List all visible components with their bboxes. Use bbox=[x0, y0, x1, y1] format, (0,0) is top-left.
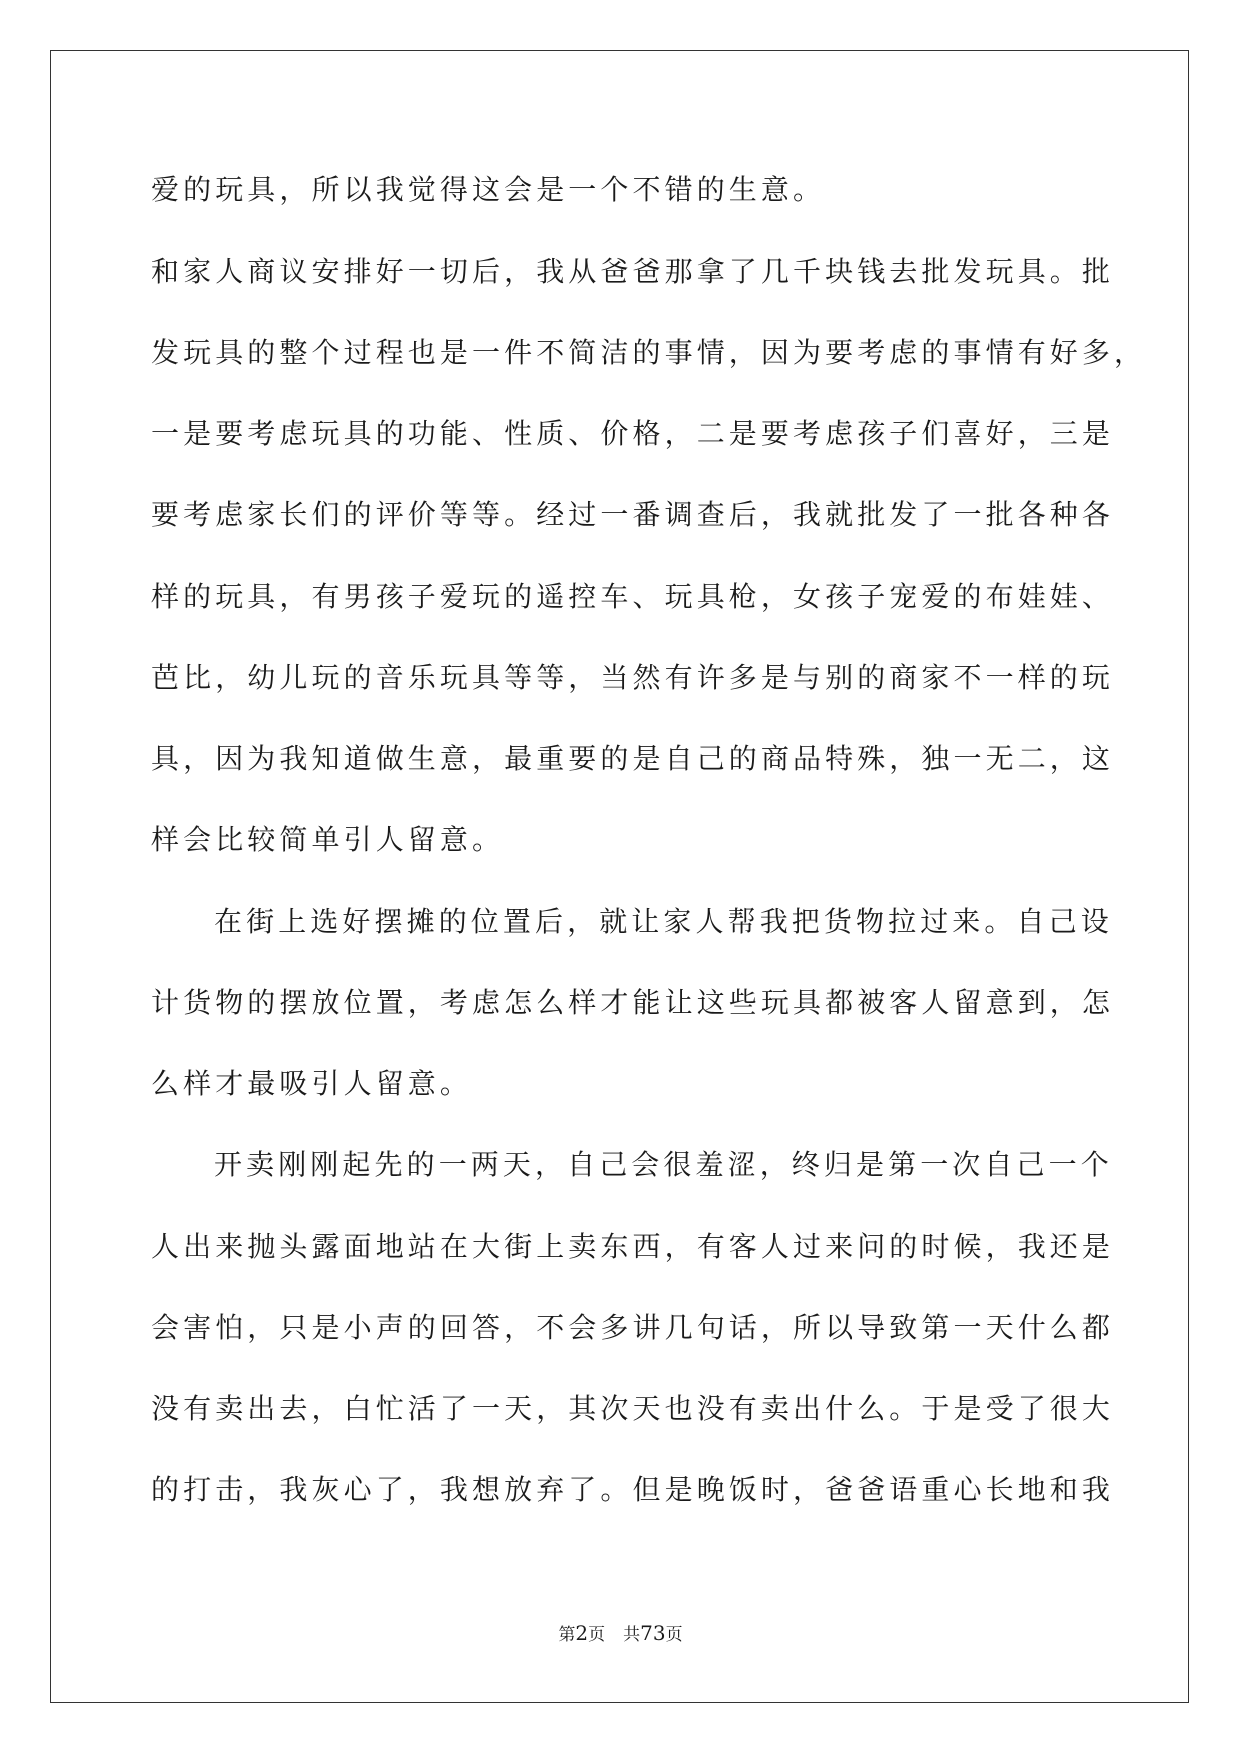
paragraph-line: 的打击，我灰心了，我想放弃了。但是晚饭时，爸爸语重心长地和我 bbox=[151, 1473, 1115, 1506]
paragraph-line: 没有卖出去，白忙活了一天，其次天也没有卖出什么。于是受了很大 bbox=[151, 1392, 1115, 1425]
paragraph-line: 具，因为我知道做生意，最重要的是自己的商品特殊，独一无二，这 bbox=[151, 742, 1115, 775]
paragraph-line: 芭比，幼儿玩的音乐玩具等等，当然有许多是与别的商家不一样的玩 bbox=[151, 661, 1115, 694]
page-footer bbox=[0, 1621, 1241, 1647]
paragraph-line: 一是要考虑玩具的功能、性质、价格，二是要考虑孩子们喜好，三是 bbox=[151, 417, 1115, 450]
page-prefix: 第 bbox=[558, 1625, 576, 1645]
paragraph-line: 爱的玩具，所以我觉得这会是一个不错的生意。 bbox=[151, 173, 826, 206]
total-pages: 73 bbox=[640, 1621, 666, 1645]
paragraph-line: 么样才最吸引人留意。 bbox=[151, 1067, 473, 1100]
paragraph-line: 人出来抛头露面地站在大街上卖东西，有客人过来问的时候，我还是 bbox=[151, 1230, 1115, 1263]
paragraph-line: 开卖刚刚起先的一两天，自己会很羞涩，终归是第一次自己一个 bbox=[214, 1148, 1113, 1181]
page-unit: 页 bbox=[588, 1625, 606, 1645]
paragraph-line: 在街上选好摆摊的位置后，就让家人帮我把货物拉过来。自己设 bbox=[214, 905, 1113, 938]
paragraph-line: 和家人商议安排好一切后，我从爸爸那拿了几千块钱去批发玩具。批 bbox=[151, 255, 1115, 288]
paragraph-line: 会害怕，只是小声的回答，不会多讲几句话，所以导致第一天什么都 bbox=[151, 1311, 1115, 1344]
page-border bbox=[50, 50, 1189, 1703]
total-unit: 页 bbox=[665, 1625, 683, 1645]
total-prefix: 共 bbox=[623, 1625, 641, 1645]
paragraph-line: 要考虑家长们的评价等等。经过一番调查后，我就批发了一批各种各 bbox=[151, 498, 1115, 531]
paragraph-line: 样的玩具，有男孩子爱玩的遥控车、玩具枪，女孩子宠爱的布娃娃、 bbox=[151, 580, 1115, 613]
paragraph-line: 计货物的摆放位置，考虑怎么样才能让这些玩具都被客人留意到，怎 bbox=[151, 986, 1115, 1019]
paragraph-line: 样会比较简单引人留意。 bbox=[151, 823, 505, 856]
paragraph-line: 发玩具的整个过程也是一件不简洁的事情，因为要考虑的事情有好多， bbox=[151, 336, 1147, 369]
page-number: 2 bbox=[575, 1621, 589, 1645]
